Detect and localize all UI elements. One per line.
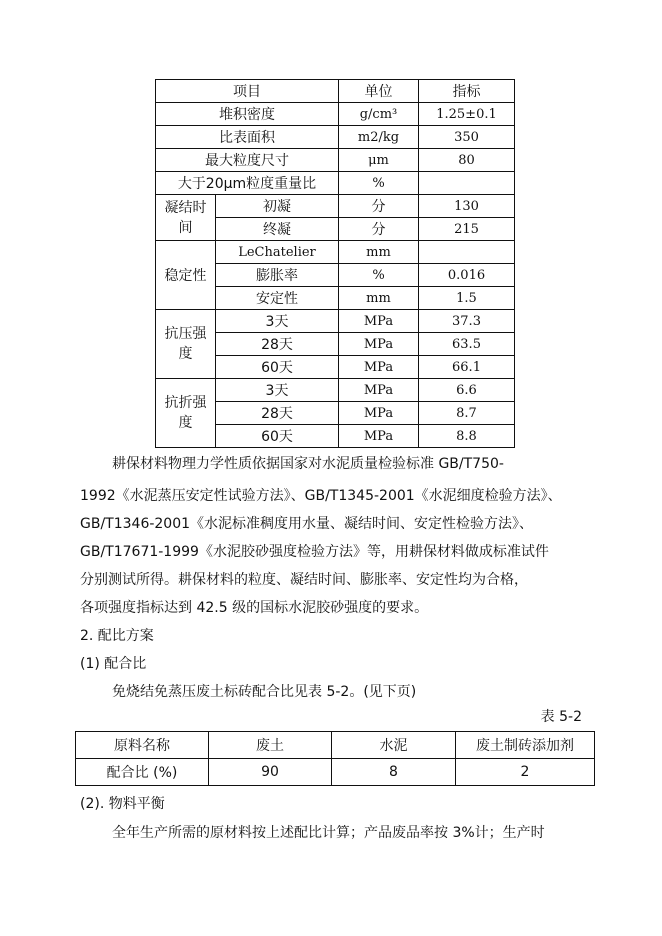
- row-value: 63.5: [419, 333, 515, 356]
- subsection-heading: (1) 配合比: [80, 656, 147, 672]
- header-item: 项目: [156, 80, 339, 103]
- row-value: 37.3: [419, 310, 515, 333]
- row-sub: 安定性: [216, 287, 339, 310]
- row-item: 最大粒度尺寸: [156, 149, 339, 172]
- row-item: 大于20μm粒度重量比: [156, 172, 339, 195]
- balance-text: 全年生产所需的原材料按上述配比计算；产品废品率按 3%计；生产时: [112, 825, 545, 841]
- row-sub: LeChatelier: [216, 241, 339, 264]
- row-sub: 60天: [216, 425, 339, 448]
- group-compressive: [156, 310, 216, 379]
- row-unit: 分: [339, 218, 419, 241]
- header-cell: 废土: [209, 732, 332, 759]
- row-value: 8.7: [419, 402, 515, 425]
- table-caption: 表 5-2: [540, 709, 582, 725]
- paragraph-line: GB/T17671-1999《水泥胶砂强度检验方法》等，用耕保材料做成标准试件: [80, 544, 549, 560]
- row-value: 66.1: [419, 356, 515, 379]
- row-value: 0.016: [419, 264, 515, 287]
- row-value: 350: [419, 126, 515, 149]
- group-label-line1: 凝结时: [164, 199, 207, 216]
- table-header-row: [156, 80, 515, 103]
- group-label-line1: 抗压强: [164, 326, 207, 342]
- row-unit: m2/kg: [339, 126, 419, 149]
- row-unit: %: [339, 264, 419, 287]
- group-label-line1: 抗折强: [164, 395, 207, 411]
- row-unit: MPa: [339, 310, 419, 333]
- properties-table: [155, 79, 515, 448]
- row-unit: μm: [339, 149, 419, 172]
- row-value: [419, 241, 515, 264]
- row-sub: 膨胀率: [216, 264, 339, 287]
- table-row: [156, 379, 515, 402]
- paragraph-line: 各项强度指标达到 42.5 级的国标水泥胶砂强度的要求。: [80, 600, 429, 616]
- row-sub: 28天: [216, 402, 339, 425]
- row-value: 1.5: [419, 287, 515, 310]
- row-unit: 分: [339, 195, 419, 218]
- table-row: [76, 759, 595, 786]
- header-cell: 水泥: [332, 732, 456, 759]
- group-flexural: [156, 379, 216, 448]
- row-unit: mm: [339, 287, 419, 310]
- row-unit: %: [339, 172, 419, 195]
- group-label-line2: 间: [178, 219, 193, 236]
- row-unit: mm: [339, 241, 419, 264]
- mix-ratio-table: [75, 731, 595, 786]
- header-value: 指标: [419, 80, 515, 103]
- table-row: [156, 126, 515, 149]
- row-unit: MPa: [339, 379, 419, 402]
- table-header-row: [76, 732, 595, 759]
- table-row: [156, 310, 515, 333]
- group-label-line2: 度: [178, 346, 193, 362]
- row-unit: MPa: [339, 333, 419, 356]
- section-heading: 2. 配比方案: [80, 628, 154, 644]
- row-value: [419, 172, 515, 195]
- header-unit: 单位: [339, 80, 419, 103]
- subsection-heading: (2). 物料平衡: [80, 796, 165, 812]
- cell: 2: [456, 759, 595, 786]
- paragraph-line: 1992《水泥蒸压安定性试验方法》、GB/T1345-2001《水泥细度检验方法》、: [80, 488, 562, 504]
- row-value: 8.8: [419, 425, 515, 448]
- row-item: 堆积密度: [156, 103, 339, 126]
- row-item: 比表面积: [156, 126, 339, 149]
- row-unit: MPa: [339, 425, 419, 448]
- row-value: 215: [419, 218, 515, 241]
- row-value: 80: [419, 149, 515, 172]
- row-sub: 3天: [216, 379, 339, 402]
- cell: 90: [209, 759, 332, 786]
- row-value: 1.25±0.1: [419, 103, 515, 126]
- table-row: [156, 241, 515, 264]
- table-row: [156, 195, 515, 218]
- paragraph-line: 分别测试所得。耕保材料的粒度、凝结时间、膨胀率、安定性均为合格，: [80, 572, 528, 588]
- paragraph-line: 耕保材料物理力学性质依据国家对水泥质量检验标准 GB/T750-: [112, 456, 504, 472]
- paragraph-line: GB/T1346-2001《水泥标准稠度用水量、凝结时间、安定性检验方法》、: [80, 516, 534, 532]
- row-sub: 终凝: [216, 218, 339, 241]
- row-sub: 3天: [216, 310, 339, 333]
- table-row: [156, 103, 515, 126]
- cell: 配合比 (%): [76, 759, 209, 786]
- header-cell: 废土制砖添加剂: [456, 732, 595, 759]
- row-sub: 初凝: [216, 195, 339, 218]
- row-unit: g/cm³: [339, 103, 419, 126]
- row-sub: 60天: [216, 356, 339, 379]
- group-stability: 稳定性: [156, 241, 216, 310]
- group-label-line2: 度: [178, 415, 193, 431]
- ratio-intro: 免烧结免蒸压废土标砖配合比见表 5-2。(见下页): [112, 684, 417, 700]
- cell: 8: [332, 759, 456, 786]
- row-value: 6.6: [419, 379, 515, 402]
- row-unit: MPa: [339, 356, 419, 379]
- row-sub: 28天: [216, 333, 339, 356]
- table-row: [156, 149, 515, 172]
- header-cell: 原料名称: [76, 732, 209, 759]
- table-row: [156, 172, 515, 195]
- row-value: 130: [419, 195, 515, 218]
- group-setting-time: [156, 195, 216, 241]
- row-unit: MPa: [339, 402, 419, 425]
